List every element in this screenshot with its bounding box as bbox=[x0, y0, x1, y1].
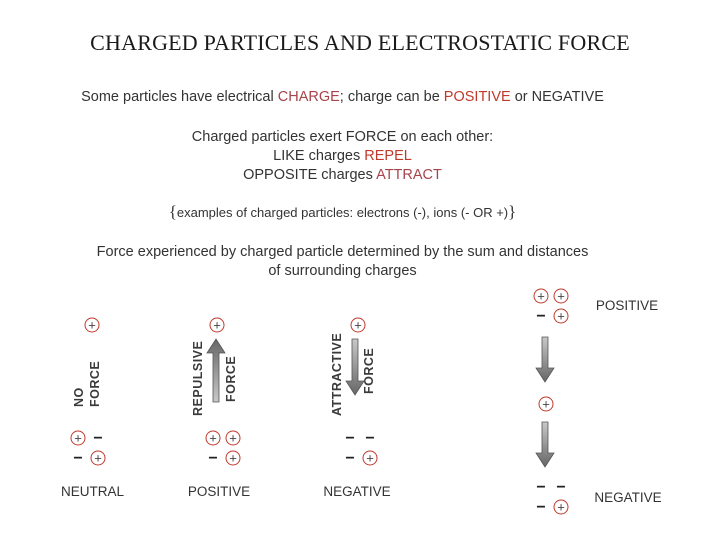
negative-label: NEGATIVE bbox=[323, 484, 391, 499]
opposite-prefix: OPPOSITE charges bbox=[243, 167, 377, 183]
repulsive-arrow bbox=[207, 339, 225, 402]
open-brace: { bbox=[168, 202, 177, 221]
right-arrow-top bbox=[536, 337, 554, 382]
intro-text-3: or NEGATIVE bbox=[510, 89, 604, 105]
negative-test-charge: + bbox=[354, 317, 362, 333]
positive-test-charge: + bbox=[213, 317, 221, 333]
negative-cluster-3-plus-charge: + bbox=[366, 450, 374, 466]
attractive-force-label: FORCE bbox=[362, 347, 376, 394]
right-top-cluster-0-plus-charge: + bbox=[537, 288, 545, 304]
neutral-test-charge: + bbox=[88, 317, 96, 333]
neutral-cluster-2-minus-charge: − bbox=[73, 450, 83, 467]
positive-word: POSITIVE bbox=[443, 89, 511, 105]
negative-cluster-2-minus-charge: − bbox=[345, 450, 355, 467]
charge-word: CHARGE bbox=[277, 89, 340, 105]
force-sum-line-2: of surrounding charges bbox=[268, 263, 417, 279]
no-label: NO bbox=[72, 387, 86, 407]
right-arrow-bottom bbox=[536, 422, 554, 467]
right-bottom-cluster-1-minus-charge: − bbox=[556, 479, 566, 496]
right-top-cluster-3-plus-charge: + bbox=[557, 308, 565, 324]
repulsive-label: REPULSIVE bbox=[191, 340, 205, 416]
positive-cluster-3-plus-charge: + bbox=[229, 450, 237, 466]
attract-word: ATTRACT bbox=[376, 167, 442, 183]
right-bottom-cluster-3-plus-charge: + bbox=[557, 499, 565, 515]
right-bottom-cluster-2-minus-charge: − bbox=[536, 499, 546, 516]
right-test-charge: + bbox=[542, 396, 550, 412]
neutral-cluster-0-plus-charge: + bbox=[74, 430, 82, 446]
neutral-cluster-3-plus-charge: + bbox=[94, 450, 102, 466]
neutral-label: NEUTRAL bbox=[60, 484, 124, 499]
right-top-cluster-2-minus-charge: − bbox=[536, 308, 546, 325]
positive-cluster-0-plus-charge: + bbox=[209, 430, 217, 446]
intro-text-2: ; charge can be bbox=[339, 89, 444, 105]
attractive-label: ATTRACTIVE bbox=[330, 332, 344, 416]
right-top-cluster-1-plus-charge: + bbox=[557, 288, 565, 304]
intro-text-1: Some particles have electrical bbox=[81, 89, 278, 105]
negative-cluster-1-minus-charge: − bbox=[365, 430, 375, 447]
right-positive-label: POSITIVE bbox=[595, 298, 659, 313]
close-brace: } bbox=[508, 202, 517, 221]
force-sum-line-1: Force experienced by charged particle determined by the sum and distances bbox=[96, 244, 589, 260]
force-rules-line-1: Charged particles exert FORCE on each other: bbox=[191, 129, 494, 145]
right-bottom-cluster-0-minus-charge: − bbox=[536, 479, 546, 496]
like-prefix: LIKE charges bbox=[273, 148, 365, 164]
negative-cluster-0-minus-charge: − bbox=[345, 430, 355, 447]
page-title: CHARGED PARTICLES AND ELECTROSTATIC FORCE bbox=[90, 30, 630, 55]
attractive-arrow bbox=[346, 339, 364, 395]
positive-label: POSITIVE bbox=[187, 484, 251, 499]
repel-word: REPEL bbox=[364, 148, 412, 164]
examples-text: examples of charged particles: electrons (-), ions (- OR +) bbox=[176, 205, 509, 220]
right-negative-label: NEGATIVE bbox=[594, 490, 662, 505]
charges-layer bbox=[71, 289, 568, 517]
no-force-label: FORCE bbox=[88, 360, 102, 407]
positive-cluster-2-minus-charge: − bbox=[208, 450, 218, 467]
repulsive-force-label: FORCE bbox=[224, 355, 238, 402]
neutral-cluster-1-minus-charge: − bbox=[93, 430, 103, 447]
positive-cluster-1-plus-charge: + bbox=[229, 430, 237, 446]
